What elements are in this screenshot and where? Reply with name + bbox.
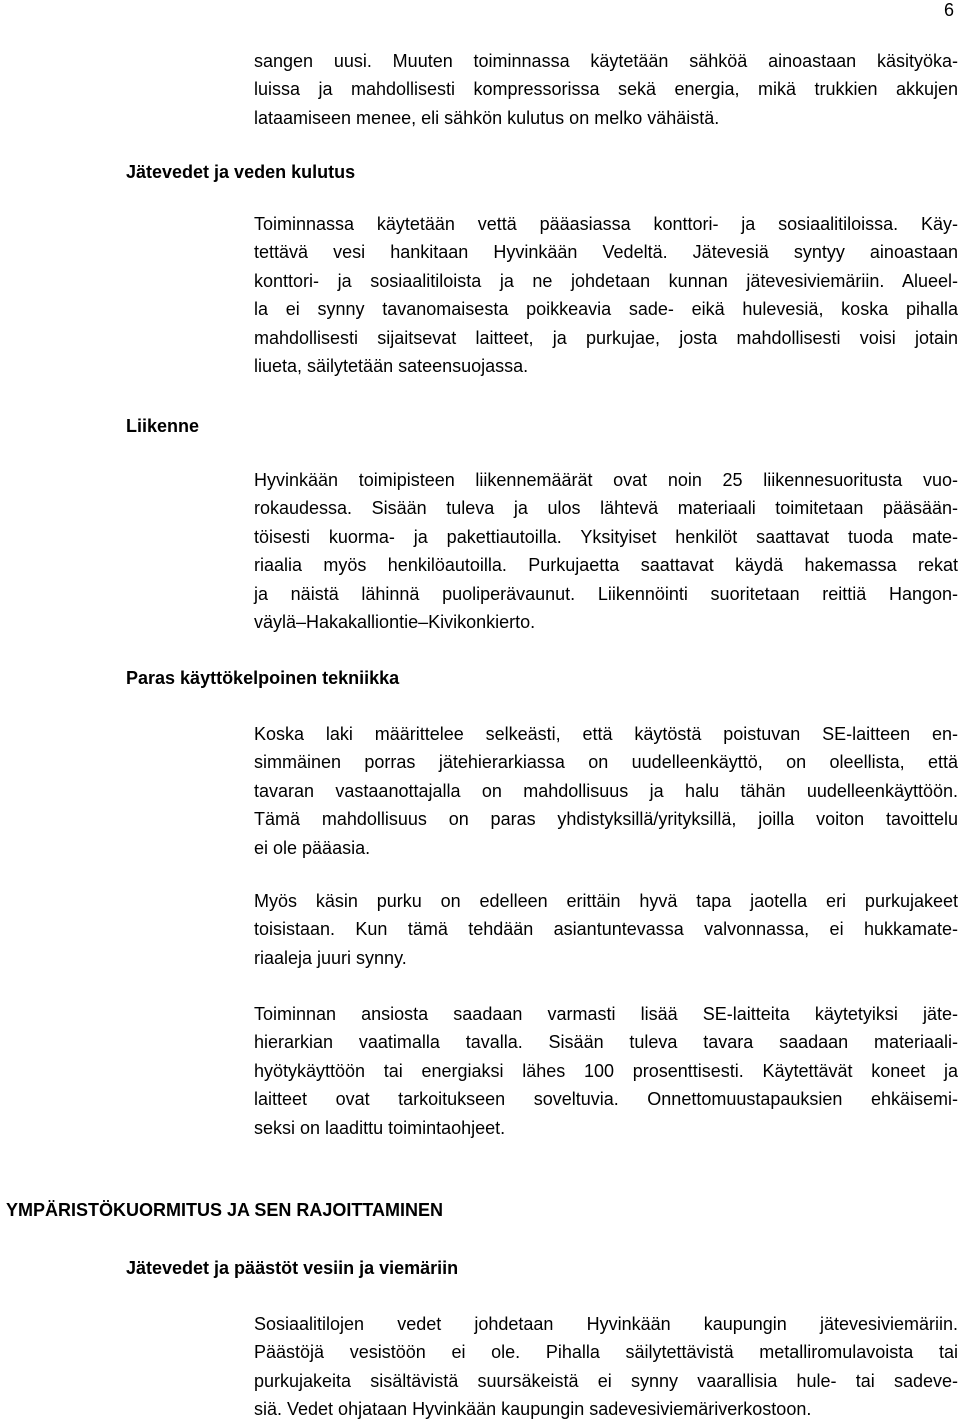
text-line: Toiminnassa käytetään vettä pääasiassa konttori- ja sosiaalitiloissa. Käy- [254, 214, 958, 234]
text-line: simmäinen porras jätehierarkiassa on uudelleenkäyttö, on oleellista, että [254, 752, 958, 773]
text-line: liueta, säilytetään sateensuojassa. [254, 356, 529, 377]
heading-best-available-technique: Paras käyttökelpoinen tekniikka [126, 668, 400, 688]
text-line: riaaleja juuri synny. [254, 947, 407, 968]
text-line: hierarkian vaatimalla tavalla. Sisään tuleva tavara saadaan materiaali- [254, 1032, 958, 1053]
text-line: mahdollisesti sijaitsevat laitteet, ja purkujae, josta mahdollisesti voisi jotain [254, 327, 958, 348]
text-line: sangen uusi. Muuten toiminnassa käytetään sähköä ainoastaan käsityöka- [254, 51, 958, 71]
text-line: siä. Vedet ohjataan Hyvinkään kaupungin sadevesiviemäriverkostoon. [254, 1399, 812, 1420]
text-line: Toiminnan ansiosta saadaan varmasti lisää SE-laitteita käytetyiksi jäte- [254, 1004, 958, 1024]
heading-environmental-load: YMPÄRISTÖKUORMITUS JA SEN RAJOITTAMINEN [6, 1200, 444, 1220]
bat-paragraph-2 [254, 887, 958, 972]
text-line: väylä–Hakakalliontie–Kivikonkierto. [254, 612, 536, 633]
text-line: Päästöjä vesistöön ei ole. Pihalla säilytettävistä metalliromulavoista tai [254, 1342, 958, 1363]
text-line: töisesti kuorma- ja pakettiautoilla. Yksityiset henkilöt saattavat tuoda mate- [254, 526, 958, 547]
text-line: rokaudessa. Sisään tuleva ja ulos lähtevä materiaali toimitetaan pääsään- [254, 498, 958, 519]
text-line: riaalia myös henkilöautoilla. Purkujaetta saattavat käydä hakemassa rekat [254, 555, 958, 576]
heading-water-consumption: Jätevedet ja veden kulutus [126, 162, 356, 182]
page-number: 6 [943, 0, 954, 20]
text-line: konttori- ja sosiaalitiloista ja ne johdetaan kunnan jätevesiviemäriin. Alueel- [254, 270, 958, 291]
text-line: Tämä mahdollisuus on paras yhdistyksillä/yrityksillä, joilla voiton tavoittelu [254, 809, 958, 830]
text-line: la ei synny tavanomaisesta poikkeavia sade- eikä hulevesiä, koska pihalla [254, 299, 958, 320]
intro-paragraph [254, 47, 958, 132]
heading-traffic: Liikenne [126, 416, 200, 436]
bat-paragraph-3 [254, 1000, 958, 1142]
text-line: luissa ja mahdollisesti kompressorissa sekä energia, mikä trukkien akkujen [254, 79, 958, 100]
text-line: ja näistä lähinnä puoliperävaunut. Liikennöinti suoritetaan reittiä Hangon- [254, 583, 958, 604]
text-line: purkujakeita sisältävistä suursäkeistä ei synny vaarallisia hule- tai sadeve- [254, 1370, 958, 1391]
text-line: tettävä vesi hankitaan Hyvinkään Vedeltä. Jätevesiä syntyy ainoastaan [254, 242, 958, 263]
text-line: Hyvinkään toimipisteen liikennemäärät ovat noin 25 liikennesuoritusta vuo- [254, 470, 958, 490]
water-paragraph [254, 210, 958, 380]
text-line: seksi on laadittu toimintaohjeet. [254, 1117, 506, 1138]
text-line: tavaran vastaanottajalla on mahdollisuus ja halu tähän uudelleenkäyttöön. [254, 780, 958, 801]
text-line: lataamiseen menee, eli sähkön kulutus on melko vähäistä. [254, 107, 720, 128]
discharge-paragraph [254, 1310, 958, 1424]
heading-wastewater-discharges: Jätevedet ja päästöt vesiin ja viemäriin [126, 1258, 459, 1278]
text-line: laitteet ovat tarkoitukseen soveltuvia. Onnettomuustapauksien ehkäisemi- [254, 1089, 958, 1110]
text-line: toisistaan. Kun tämä tehdään asiantuntevassa valvonnassa, ei hukkamate- [254, 919, 958, 940]
text-line: Myös käsin purku on edelleen erittäin hyvä tapa jaotella eri purkujakeet [254, 891, 958, 911]
text-line: hyötykäyttöön tai energiaksi lähes 100 prosenttisesti. Käytettävät koneet ja [254, 1060, 958, 1081]
text-line: Sosiaalitilojen vedet johdetaan Hyvinkään kaupungin jätevesiviemäriin. [254, 1314, 958, 1334]
traffic-paragraph [254, 466, 958, 636]
text-line: Koska laki määrittelee selkeästi, että käytöstä poistuvan SE-laitteen en- [254, 724, 958, 744]
text-line: ei ole pääasia. [254, 837, 371, 858]
bat-paragraph-1 [254, 720, 958, 862]
